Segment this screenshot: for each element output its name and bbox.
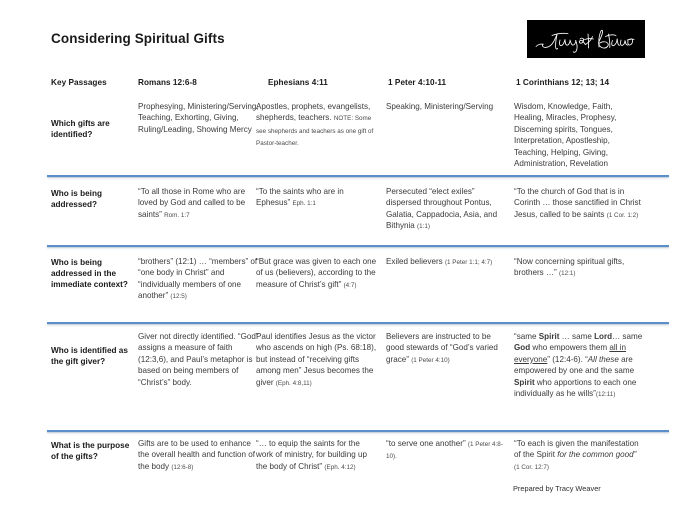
prepared-by-credit: Prepared by Tracy Weaver: [513, 484, 601, 493]
cell-r5-romans: [138, 438, 260, 473]
cell-r2-ephesians-main: “To the saints who are in Ephesus”: [256, 187, 344, 208]
column-header-1peter: 1 Peter 4:10-11: [388, 78, 447, 87]
cell-r5-1peter: [386, 438, 506, 463]
cell-r4-1corinthians-ref: (12:11): [595, 391, 616, 399]
cell-r4-1corinthians: “same Spirit … same Lord… same God who empowers them all in everyone” (12:4-6). “All these are empowered by one and the same Spirit who apportions to each one individually as he wills”(12:11): [514, 332, 643, 399]
cell-r2-romans-ref: Rom. 1:7: [164, 211, 190, 219]
cell-r1-ephesians-main: Apostles, prophets, evangelists, shepherds, teachers.: [256, 102, 371, 123]
column-header-key-passages: Key Passages: [51, 78, 107, 87]
page-title: Considering Spiritual Gifts: [51, 31, 225, 46]
cell-r3-1peter-main: Exiled believers: [386, 257, 443, 266]
cell-r5-romans-ref: (12:6-8): [171, 463, 194, 471]
emphasis-all-these: All these: [587, 354, 619, 364]
cell-r3-romans-ref: (12:5): [170, 293, 187, 301]
row-label-immediate-context: Who is being addressed in the immediate context?: [51, 258, 128, 290]
cell-r4-1peter: [386, 331, 506, 366]
row-label-who-addressed: Who is being addressed?: [51, 189, 102, 210]
column-header-1corinthians: 1 Corinthians 12; 13; 14: [516, 78, 610, 87]
row-divider-3: [47, 322, 669, 324]
cell-r2-1peter-ref: (1:1): [417, 223, 430, 231]
row-divider-1: [47, 175, 669, 177]
cell-r5-1peter-ref: (1 Peter 4:8-10).: [386, 441, 503, 461]
row-label-which-gifts: Which gifts are identified?: [51, 119, 110, 140]
cell-r3-romans-main: “brothers” (12:1) … “members” of “one body in Christ” and “individually members of one another”: [138, 257, 258, 301]
row-label-gift-giver: Who is identified as the gift giver?: [51, 346, 128, 367]
cell-r1-ephesians: [256, 101, 378, 150]
cell-r1-ephesians-note: NOTE: Some see shepherds and teachers as one gift of Pastor-teacher.: [256, 115, 374, 148]
logo-script-icon: [527, 20, 645, 58]
cell-r1-1corinthians: Wisdom, Knowledge, Faith, Healing, Miracles, Prophesy, Discerning spirits, Tongues, Interpretation, Apostleship, Teaching, Helping, Giving, Administration, Revelation: [514, 102, 617, 169]
cell-r5-romans-main: Gifts are to be used to enhance the overall health and function of the body: [138, 439, 255, 471]
cell-r4-1peter-ref: (1 Peter 4:10): [411, 356, 450, 364]
cell-r3-romans: [138, 256, 260, 303]
column-header-romans: Romans 12:6-8: [138, 78, 197, 87]
cell-r1-1peter: Speaking, Ministering/Serving: [386, 102, 494, 111]
cell-r5-ephesians-main: “… to equip the saints for the work of ministry, for building up the body of Christ”: [256, 439, 367, 471]
cell-r4-1peter-main: Believers are instructed to be good stewards of “God’s varied grace”: [386, 332, 498, 364]
emphasis-god: God: [514, 343, 531, 353]
cell-r5-1corinthians-line2: manifestation of the Spirit: [514, 439, 639, 460]
cell-r5-1corinthians-ref: (1 Cor. 12:7): [514, 463, 549, 471]
cell-r4-ephesians-main: Paul identifies Jesus as the victor who ascends on high (Ps. 68:18), but instead of “receiving gifts among men” Jesus becomes the giver: [256, 332, 377, 387]
cell-r3-ephesians-ref: (4:7): [343, 281, 357, 289]
cell-r2-1corinthians-main: “To the church of God that is in Corinth … those sanctified in Christ Jesus, called to be saints: [514, 187, 641, 219]
cell-r1-romans: Prophesying, Ministering/Serving, Teaching, Exhorting, Giving, Ruling/Leading, Showing Mercy: [138, 102, 259, 134]
cell-r4-ephesians: [256, 331, 378, 389]
cell-r3-1peter: [386, 256, 506, 268]
cell-r3-ephesians-main: “But grace was given to each one of us (believers), according to the measure of Christ’s gift”: [256, 257, 377, 289]
cell-r5-ephesians: [256, 438, 378, 473]
cell-r2-1peter-main: Persecuted “elect exiles” dispersed throughout Pontus, Galatia, Cappadocia, Asia, and Bithynia: [386, 187, 498, 231]
emphasis-all-in-everyone: all in everyone: [514, 343, 627, 364]
cell-r2-romans-main: “To all those in Rome who are loved by God and called to be saints”: [138, 187, 246, 219]
cell-r3-1corinthians-ref: (12:1): [558, 270, 576, 278]
cell-r5-1corinthians-italic: for the common good”: [557, 450, 637, 460]
tracy-and-debra-logo: [527, 20, 645, 58]
cell-r2-romans: [138, 186, 260, 221]
cell-r2-ephesians-ref: Eph. 1:1: [292, 200, 316, 208]
cell-r4-ephesians-ref: (Eph. 4:8,11): [275, 379, 312, 387]
cell-r5-1corinthians-line1: “To each is given the: [514, 439, 589, 448]
row-label-purpose: What is the purpose of the gifts?: [51, 441, 130, 462]
emphasis-lord: Lord: [594, 332, 613, 341]
cell-r2-1peter: [386, 186, 506, 233]
cell-r4-romans: Giver not directly identified. “God” assigns a measure of faith (12:3,6), and Paul’s metaphor is based on being members of “Christ’s” body.: [138, 332, 259, 387]
column-header-ephesians: Ephesians 4:11: [268, 78, 328, 87]
cell-r2-1corinthians-ref: (1 Cor. 1:2): [606, 211, 639, 219]
row-divider-2: [47, 245, 669, 247]
emphasis-spirit: Spirit: [538, 332, 560, 341]
row-divider-4: [47, 430, 669, 432]
cell-r5-1peter-main: “to serve one another”: [386, 439, 466, 448]
cell-r5-ephesians-ref: (Eph. 4:12): [324, 463, 356, 471]
cell-r3-1peter-ref: (1 Peter 1:1; 4:7): [444, 259, 493, 266]
cell-r3-ephesians: [256, 256, 378, 291]
cell-r2-1corinthians: [514, 186, 644, 221]
cell-r2-ephesians: [256, 186, 378, 210]
cell-r5-1corinthians: [514, 438, 644, 473]
emphasis-spirit-2: Spirit: [514, 377, 535, 387]
cell-r3-1corinthians: [514, 256, 644, 280]
cell-r3-1corinthians-main: “Now concerning spiritual gifts, brothers …”: [514, 257, 625, 278]
